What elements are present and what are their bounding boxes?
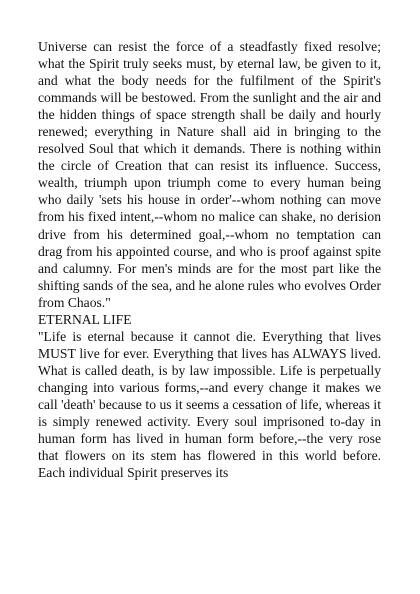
body-paragraph: Universe can resist the force of a steadfastly fixed resolve; what the Spirit truly seeks must, by eternal law, be given to it, and what the body needs for the fulfilment of the Spirit's commands will be bestowed. From the sunlight and the air and the hidden things of space strength shall be daily and hourly renewed; everything in Nature shall aid in bringing to the resolved Soul that which it demands. There is nothing within the circle of Creation that can resist its influence. Success, wealth, triumph upon triumph come to every human being who daily 'sets his house in order'--whom nothing can move from his fixed intent,--whom no malice can shake, no derision drive from his determined goal,--whom no temptation can drag from his appointed course, and who is proof against spite and calumny. For men's minds are for the most part like the shifting sands of the sea, and he alone rules who evolves Order from Chaos." xyxy=(38,39,381,310)
section-heading: ETERNAL LIFE xyxy=(38,311,132,327)
page-text-block xyxy=(38,38,381,481)
body-paragraph: "Life is eternal because it cannot die. Everything that lives MUST live for ever. Everything that lives has ALWAYS lived. What is called death, is by law impossible. Life is perpetually changing into various forms,--and every change it makes we call 'death' because to us it seems a cessation of life, whereas it is simply renewed activity. Every soul imprisoned to-day in human form has lived in human form before,--the very rose that flowers on its stem has flowered in this world before. Each individual Spirit preserves its xyxy=(38,328,381,481)
